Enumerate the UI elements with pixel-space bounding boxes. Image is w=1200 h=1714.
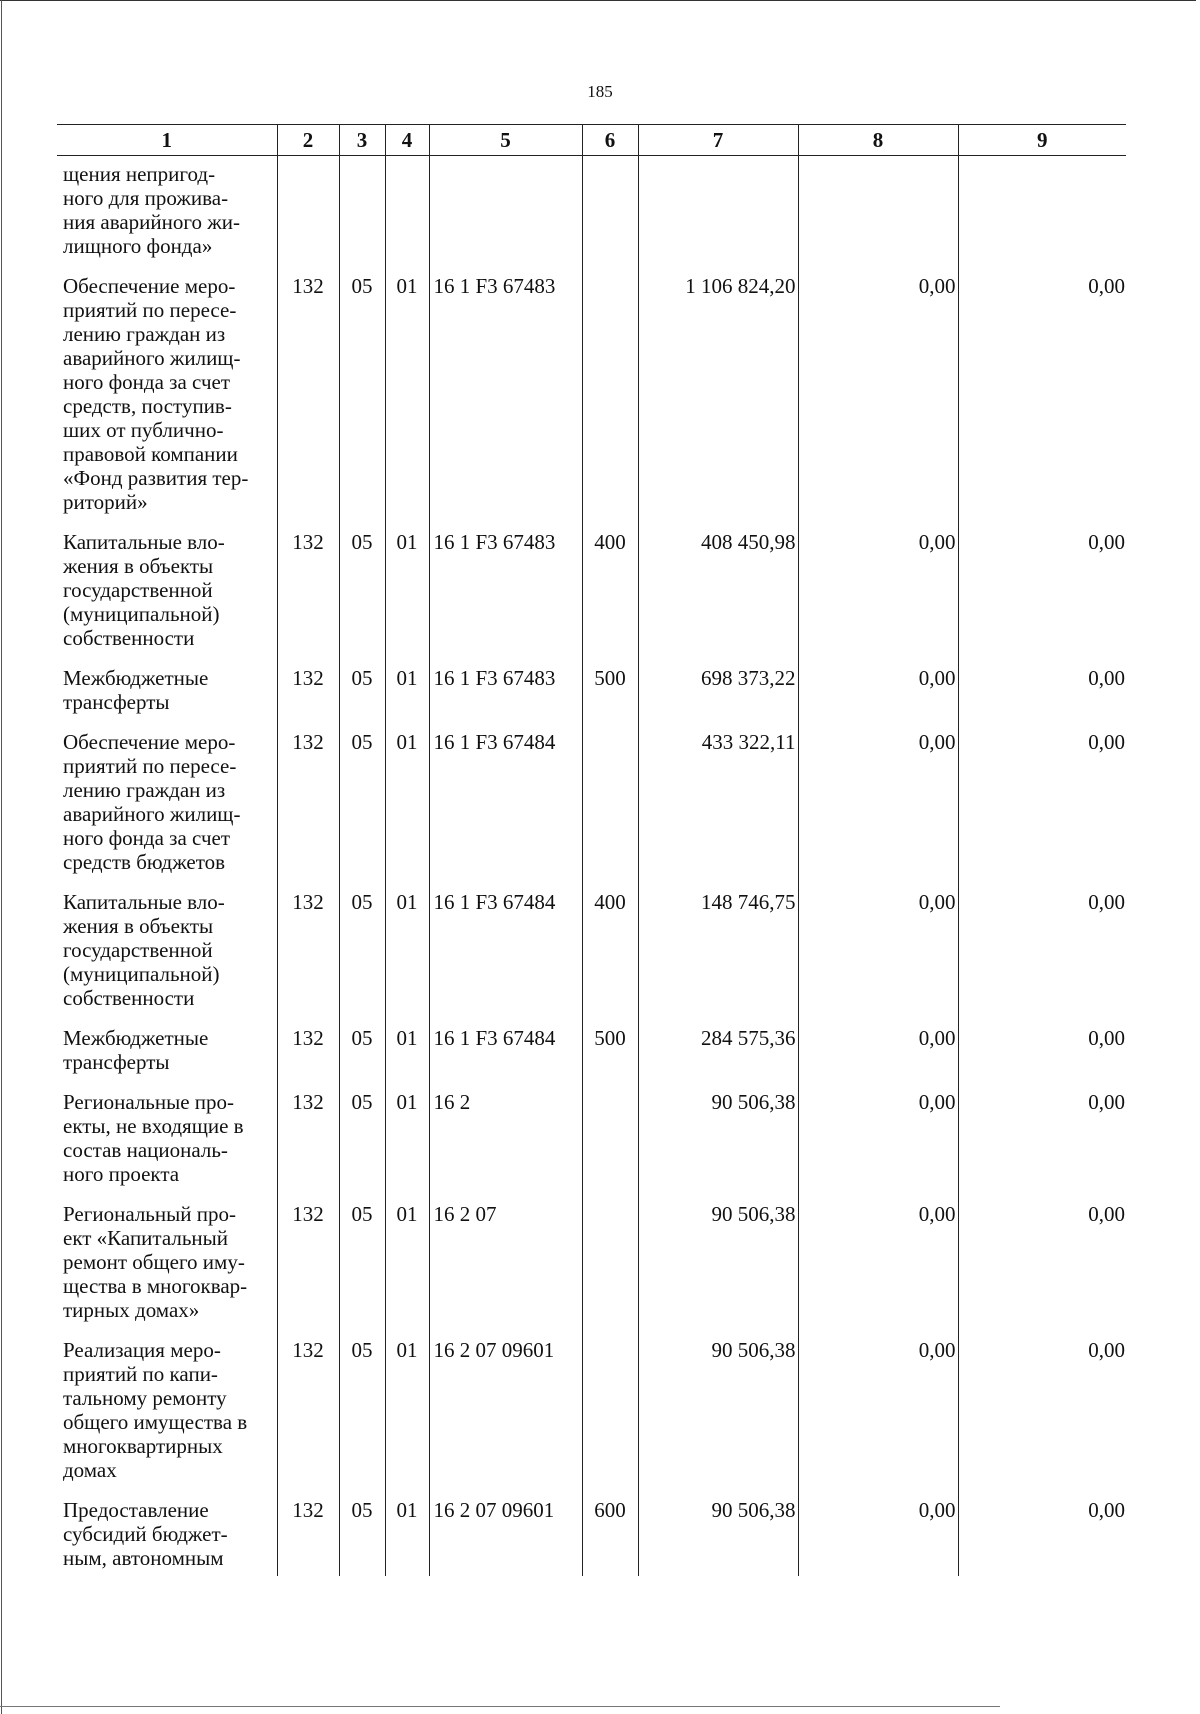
- cell-col9: 0,00: [958, 520, 1126, 656]
- cell-col8: 0,00: [798, 720, 958, 880]
- page-number: 185: [587, 82, 613, 101]
- cell-col3: 05: [339, 1016, 385, 1080]
- cell-col2: 132: [277, 264, 339, 520]
- cell-col8: 0,00: [798, 656, 958, 720]
- row-name: Капитальные вло- жения в объекты государственной (муниципальной) собственности: [63, 530, 225, 650]
- column-header-6: 6: [582, 125, 638, 156]
- table-row: [57, 656, 1126, 720]
- cell-col6: [582, 264, 638, 520]
- cell-col4: 01: [385, 520, 429, 656]
- row-name-cell: [57, 880, 277, 1016]
- row-name: Региональный про- ект «Капитальный ремонт общего иму- щества в многоквар- тирных домах»: [63, 1202, 248, 1322]
- row-name-cell: [57, 1080, 277, 1192]
- row-name-cell: [57, 1328, 277, 1488]
- cell-col2: 132: [277, 1016, 339, 1080]
- cell-col7: 408 450,98: [638, 520, 798, 656]
- cell-col8: 0,00: [798, 1080, 958, 1192]
- cell-col5: 16 1 F3 67483: [429, 520, 582, 656]
- row-name: Региональные про- екты, не входящие в состав националь- ного проекта: [63, 1090, 244, 1186]
- cell-col6: [582, 1328, 638, 1488]
- cell-col9: 0,00: [958, 656, 1126, 720]
- cell-col6: 400: [582, 520, 638, 656]
- cell-col7: 284 575,36: [638, 1016, 798, 1080]
- table-row: [57, 720, 1126, 880]
- cell-col2: 132: [277, 1192, 339, 1328]
- cell-col9: 0,00: [958, 1080, 1126, 1192]
- cell-col4: 01: [385, 656, 429, 720]
- row-name: Капитальные вло- жения в объекты государственной (муниципальной) собственности: [63, 890, 225, 1010]
- cell-col2: [277, 156, 339, 265]
- cell-col8: 0,00: [798, 1192, 958, 1328]
- cell-col4: 01: [385, 1328, 429, 1488]
- row-name-cell: [57, 1488, 277, 1576]
- cell-col4: 01: [385, 1192, 429, 1328]
- cell-col2: 132: [277, 1080, 339, 1192]
- cell-col3: [339, 156, 385, 265]
- cell-col9: 0,00: [958, 1016, 1126, 1080]
- table-row: [57, 1080, 1126, 1192]
- column-header-3: 3: [339, 125, 385, 156]
- cell-col2: 132: [277, 656, 339, 720]
- cell-col6: [582, 1080, 638, 1192]
- cell-col7: 698 373,22: [638, 656, 798, 720]
- cell-col5: 16 2 07 09601: [429, 1328, 582, 1488]
- cell-col3: 05: [339, 1080, 385, 1192]
- cell-col9: [958, 156, 1126, 265]
- column-header-7: 7: [638, 125, 798, 156]
- cell-col6: 600: [582, 1488, 638, 1576]
- row-name: Реализация меро- приятий по капи- тальному ремонту общего имущества в многоквартирных домах: [63, 1338, 248, 1482]
- cell-col6: 500: [582, 1016, 638, 1080]
- cell-col7: 90 506,38: [638, 1328, 798, 1488]
- cell-col2: 132: [277, 880, 339, 1016]
- cell-col5: 16 1 F3 67484: [429, 1016, 582, 1080]
- cell-col4: 01: [385, 1488, 429, 1576]
- cell-col6: [582, 156, 638, 265]
- cell-col5: 16 2 07: [429, 1192, 582, 1328]
- cell-col5: 16 1 F3 67483: [429, 264, 582, 520]
- cell-col5: 16 2: [429, 1080, 582, 1192]
- row-name: Обеспечение меро- приятий по пересе- лению граждан из аварийного жилищ- ного фонда за счет средств, поступив- ших от публично- правовой компании «Фонд развития тер- риторий»: [63, 274, 249, 514]
- cell-col4: 01: [385, 1080, 429, 1192]
- cell-col9: 0,00: [958, 720, 1126, 880]
- cell-col7: 148 746,75: [638, 880, 798, 1016]
- cell-col9: 0,00: [958, 264, 1126, 520]
- cell-col9: 0,00: [958, 1192, 1126, 1328]
- column-header-2: 2: [277, 125, 339, 156]
- cell-col9: 0,00: [958, 1328, 1126, 1488]
- cell-col2: 132: [277, 520, 339, 656]
- cell-col7: 433 322,11: [638, 720, 798, 880]
- table-row: [57, 1192, 1126, 1328]
- table-row: [57, 1016, 1126, 1080]
- table-row: [57, 1328, 1126, 1488]
- cell-col5: 16 1 F3 67483: [429, 656, 582, 720]
- cell-col7: [638, 156, 798, 265]
- row-name-cell: [57, 720, 277, 880]
- cell-col3: 05: [339, 1192, 385, 1328]
- cell-col7: 90 506,38: [638, 1192, 798, 1328]
- row-name: Межбюджетные трансферты: [63, 666, 209, 714]
- cell-col4: [385, 156, 429, 265]
- cell-col8: [798, 156, 958, 265]
- row-name: Предоставление субсидий бюджет- ным, автономным: [63, 1498, 228, 1570]
- cell-col3: 05: [339, 880, 385, 1016]
- row-name-cell: [57, 1016, 277, 1080]
- cell-col8: 0,00: [798, 520, 958, 656]
- table-row: [57, 880, 1126, 1016]
- row-name-cell: [57, 656, 277, 720]
- cell-col3: 05: [339, 264, 385, 520]
- column-header-8: 8: [798, 125, 958, 156]
- cell-col9: 0,00: [958, 1488, 1126, 1576]
- column-header-5: 5: [429, 125, 582, 156]
- table-row: [57, 1488, 1126, 1576]
- row-name-cell: [57, 1192, 277, 1328]
- table-row: [57, 520, 1126, 656]
- column-header-1: 1: [57, 125, 277, 156]
- cell-col2: 132: [277, 720, 339, 880]
- cell-col7: 90 506,38: [638, 1488, 798, 1576]
- page-edge-left: [1, 0, 2, 1714]
- cell-col8: 0,00: [798, 1016, 958, 1080]
- cell-col9: 0,00: [958, 880, 1126, 1016]
- cell-col6: 400: [582, 880, 638, 1016]
- cell-col8: 0,00: [798, 264, 958, 520]
- table-header: [57, 125, 1126, 156]
- cell-col4: 01: [385, 880, 429, 1016]
- table-row: [57, 156, 1126, 265]
- row-name: Обеспечение меро- приятий по пересе- лению граждан из аварийного жилищ- ного фонда за счет средств бюджетов: [63, 730, 241, 874]
- cell-col8: 0,00: [798, 880, 958, 1016]
- row-name-cell: [57, 520, 277, 656]
- page-edge-bottom: [0, 1706, 1000, 1707]
- cell-col7: 90 506,38: [638, 1080, 798, 1192]
- cell-col8: 0,00: [798, 1328, 958, 1488]
- cell-col5: [429, 156, 582, 265]
- cell-col3: 05: [339, 1328, 385, 1488]
- cell-col6: 500: [582, 656, 638, 720]
- row-name: Межбюджетные трансферты: [63, 1026, 209, 1074]
- cell-col5: 16 1 F3 67484: [429, 720, 582, 880]
- cell-col8: 0,00: [798, 1488, 958, 1576]
- column-header-4: 4: [385, 125, 429, 156]
- cell-col3: 05: [339, 656, 385, 720]
- table-body: [57, 156, 1126, 1577]
- column-header-9: 9: [958, 125, 1126, 156]
- cell-col4: 01: [385, 264, 429, 520]
- cell-col6: [582, 720, 638, 880]
- row-name-cell: [57, 264, 277, 520]
- budget-table: [57, 124, 1126, 1576]
- row-name-cell: [57, 156, 277, 265]
- cell-col7: 1 106 824,20: [638, 264, 798, 520]
- cell-col3: 05: [339, 520, 385, 656]
- cell-col4: 01: [385, 1016, 429, 1080]
- row-name: щения непригод- ного для прожива- ния аварийного жи- лищного фонда»: [63, 162, 240, 258]
- header-row: [57, 125, 1126, 156]
- page-edge-top: [0, 0, 1196, 1]
- cell-col2: 132: [277, 1328, 339, 1488]
- table-row: [57, 264, 1126, 520]
- cell-col4: 01: [385, 720, 429, 880]
- cell-col2: 132: [277, 1488, 339, 1576]
- cell-col3: 05: [339, 720, 385, 880]
- cell-col5: 16 2 07 09601: [429, 1488, 582, 1576]
- cell-col6: [582, 1192, 638, 1328]
- cell-col5: 16 1 F3 67484: [429, 880, 582, 1016]
- cell-col3: 05: [339, 1488, 385, 1576]
